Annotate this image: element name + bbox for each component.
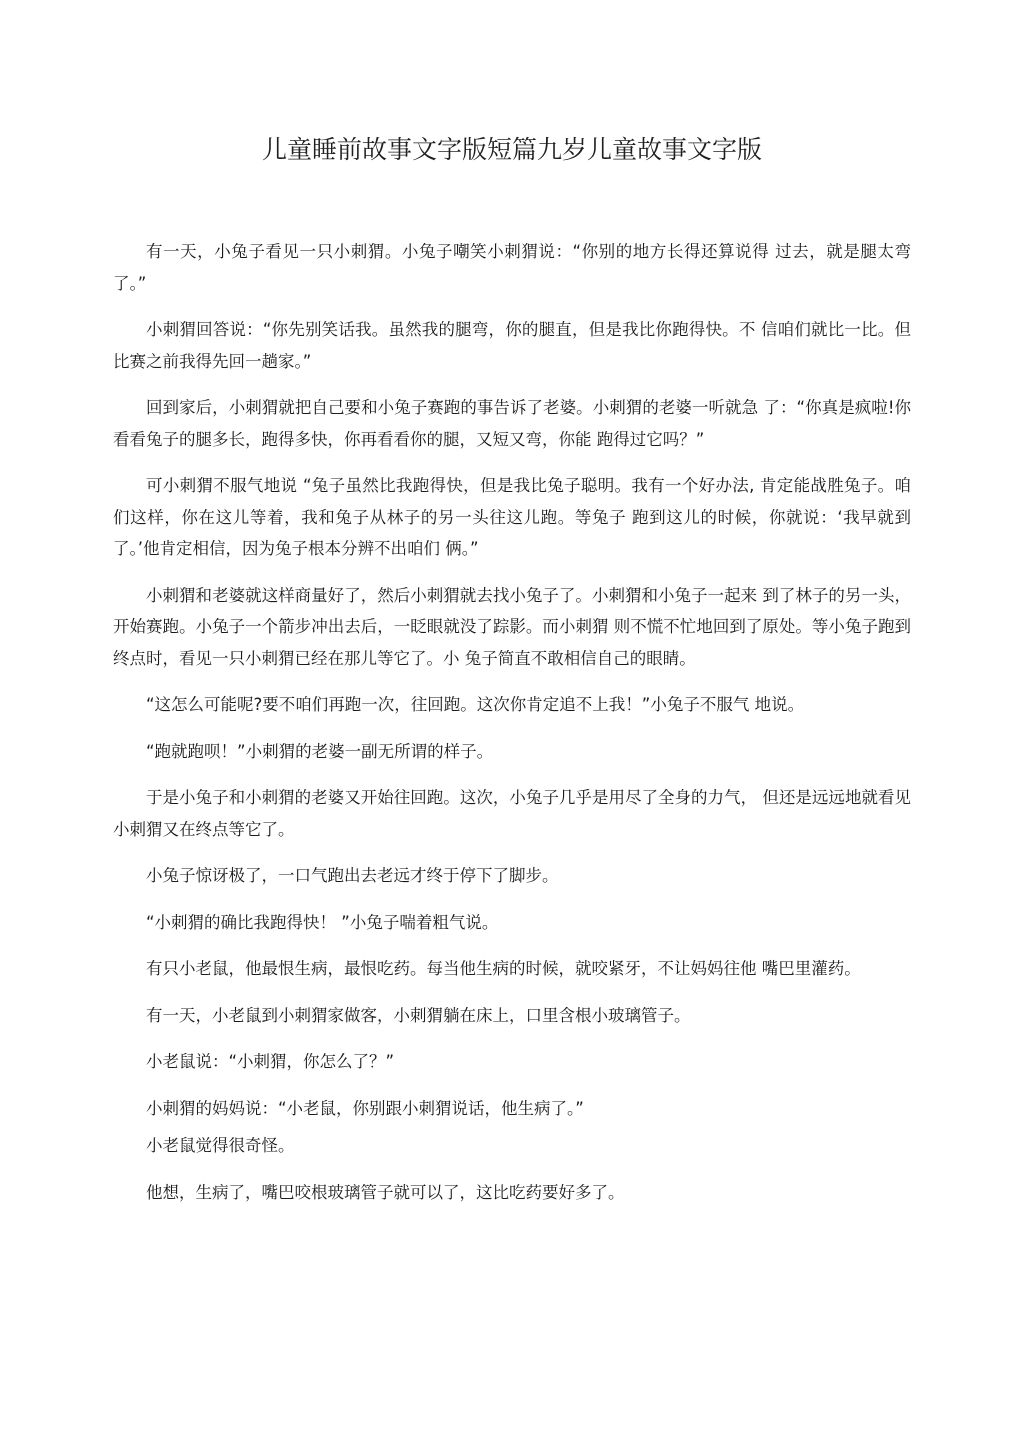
paragraph: “跑就跑呗！”小刺猬的老婆一副无所谓的样子。	[146, 741, 494, 761]
paragraph: 小刺猬和老婆就这样商量好了，然后小刺猬就去找小兔子了。小刺猬和小兔子一起来 到了林子的另一头，开始赛跑。小兔子一个箭步冲出去后，一眨眼就没了踪影。而小刺猬 则不慌不忙地回到了原处。等小兔子跑到终点时，看见一只小刺猬已经在那儿等它了。小 兔子简直不敢相信自己的眼睛。	[113, 585, 911, 668]
paragraph: 小兔子惊讶极了，一口气跑出去老远才终于停下了脚步。	[146, 866, 559, 885]
paragraph: 小老鼠觉得很奇怪。	[146, 1136, 295, 1155]
paragraph: 小老鼠说：“小刺猬，你怎么了？”	[146, 1052, 395, 1071]
page-title: 儿童睡前故事文字版短篇九岁儿童故事文字版	[261, 135, 762, 164]
paragraph: 于是小兔子和小刺猬的老婆又开始往回跑。这次，小兔子几乎是用尽了全身的力气， 但还是远远地就看见小刺猬又在终点等它了。	[113, 788, 911, 839]
paragraph: 小刺猬的妈妈说：“小老鼠，你别跟小刺猬说话，他生病了。”	[146, 1098, 584, 1118]
paragraph: 可小刺猬不服气地说 “兔子虽然比我跑得快，但是我比兔子聪明。我有一个好办法, 肯定能战胜兔子。咱们这样，你在这儿等着，我和兔子从林子的另一头往这儿跑。等兔子 跑到这儿的时候，你就说：‘我早就到了。’他肯定相信，因为兔子根本分辨不出咱们 俩。”	[113, 476, 911, 558]
paragraph: 有只小老鼠，他最恨生病，最恨吃药。每当他生病的时候，就咬紧牙，不让妈妈往他 嘴巴里灌药。	[146, 959, 861, 978]
story-body	[113, 236, 911, 1223]
paragraph: “小刺猬的确比我跑得快！ ”小兔子喘着粗气说。	[146, 912, 499, 932]
paragraph: “这怎么可能呢?要不咱们再跑一次，往回跑。这次你肯定追不上我！”小兔子不服气 地说。	[146, 695, 805, 714]
paragraph: 有一天，小老鼠到小刺猬家做客，小刺猬躺在床上，口里含根小玻璃管子。	[146, 1005, 691, 1025]
paragraph: 回到家后，小刺猬就把自己要和小兔子赛跑的事告诉了老婆。小刺猬的老婆一听就急 了：“你真是疯啦!你看看兔子的腿多长，跑得多快，你再看看你的腿，又短又弯，你能 跑得过它吗？”	[113, 398, 911, 449]
paragraph: 他想，生病了，嘴巴咬根玻璃管子就可以了，这比吃药要好多了。	[146, 1182, 625, 1202]
paragraph: 小刺猬回答说：“你先别笑话我。虽然我的腿弯，你的腿直，但是我比你跑得快。不 信咱们就比一比。但比赛之前我得先回一趟家。”	[113, 320, 911, 371]
paragraph: 有一天，小兔子看见一只小刺猬。小兔子嘲笑小刺猬说：“你别的地方长得还算说得 过去，就是腿太弯了。”	[113, 242, 911, 293]
